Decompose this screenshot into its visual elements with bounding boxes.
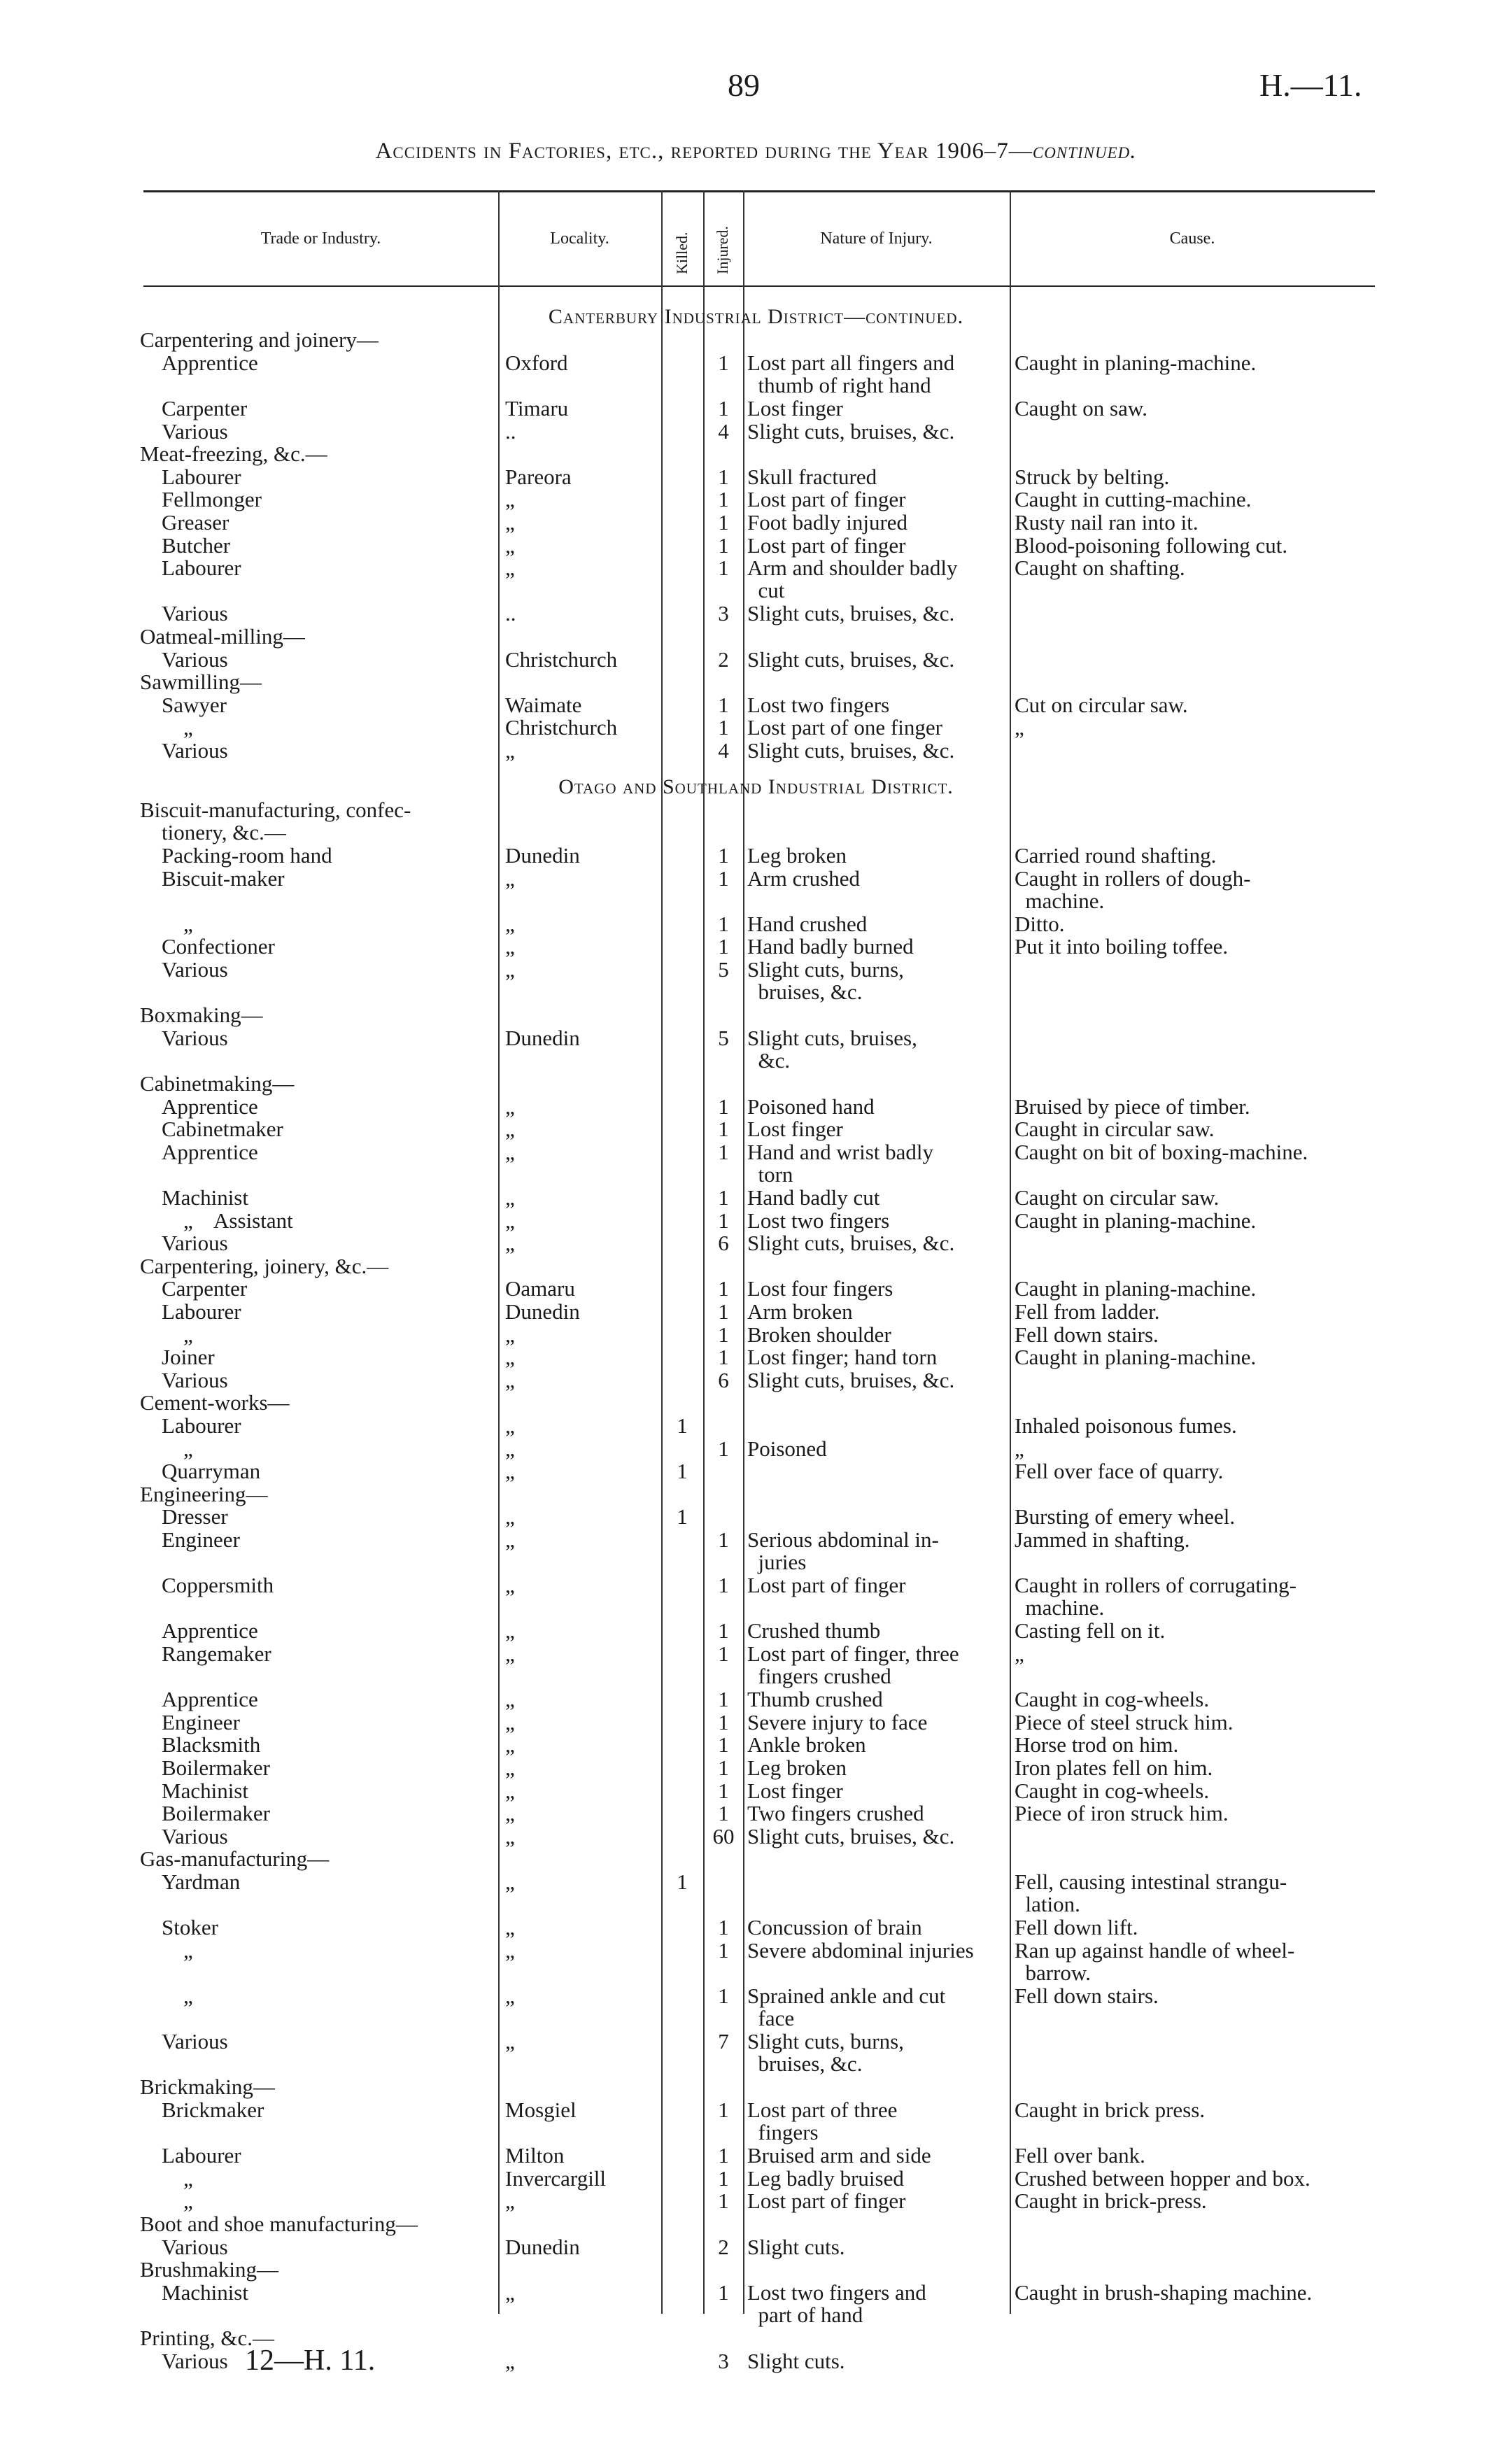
cell-cause: Caught in planing-machine. — [1015, 1345, 1257, 1370]
cell-trade: „ — [140, 1983, 193, 2008]
cell-locality: „ — [505, 2348, 515, 2373]
district-heading: Canterbury Industrial District—continued. — [548, 305, 964, 328]
cell-trade: Labourer — [140, 2143, 241, 2168]
cell-nature: Lost finger — [747, 1778, 843, 1803]
cell-injured: 1 — [718, 2279, 729, 2305]
cell-nature: Severe injury to face — [747, 1709, 928, 1734]
cell-locality: „ — [505, 1139, 515, 1164]
industry-heading: Brickmaking— — [140, 2074, 275, 2100]
cell-injured: 4 — [718, 738, 729, 763]
cell-injured: 1 — [718, 2097, 729, 2122]
cell-cause: Horse trod on him. — [1015, 1732, 1179, 1758]
cell-locality: „ — [505, 1322, 515, 1347]
cell-cause: Caught in planing-machine. — [1015, 1208, 1257, 1233]
cell-trade: Machinist — [140, 2279, 248, 2305]
title-continued: continued. — [1032, 139, 1137, 164]
cell-cause: Fell, causing intestinal strangu- lation. — [1015, 1869, 1287, 1916]
cell-trade: Quarryman — [140, 1459, 261, 1484]
cell-trade: Sawyer — [140, 692, 227, 717]
cell-trade: Various — [140, 601, 228, 626]
cell-trade: Cabinetmaker — [140, 1117, 283, 1142]
cell-injured: 1 — [718, 1573, 729, 1598]
cell-trade: Various — [140, 1231, 228, 1256]
cell-trade: Coppersmith — [140, 1573, 274, 1598]
cell-nature: Arm crushed — [747, 865, 860, 891]
cell-injured: 7 — [718, 2029, 729, 2054]
cell-trade: „ — [140, 911, 193, 936]
cell-cause: Struck by belting. — [1015, 464, 1170, 489]
cell-locality: „ — [505, 1778, 515, 1803]
cell-injured: 3 — [718, 601, 729, 626]
cell-nature: Concussion of brain — [747, 1915, 922, 1940]
cell-cause: Caught in brick-press. — [1015, 2189, 1207, 2214]
cell-locality: Pareora — [505, 464, 572, 489]
cell-injured: 1 — [718, 396, 729, 421]
cell-trade: Boilermaker — [140, 1755, 270, 1780]
cell-cause: Caught in planing-machine. — [1015, 350, 1257, 375]
cell-locality: „ — [505, 532, 515, 558]
cell-nature: Leg badly bruised — [747, 2165, 904, 2191]
cell-trade: Various — [140, 2234, 228, 2259]
cell-locality: Dunedin — [505, 2234, 580, 2259]
cell-cause: Fell from ladder. — [1015, 1299, 1160, 1324]
cell-injured: 1 — [718, 1983, 729, 2008]
cell-injured: 1 — [718, 532, 729, 558]
cell-injured: 1 — [718, 1094, 729, 1119]
cell-nature: Leg broken — [747, 842, 847, 868]
cell-cause: Piece of iron struck him. — [1015, 1801, 1229, 1826]
cell-injured: 5 — [718, 956, 729, 982]
cell-injured: 1 — [718, 1778, 729, 1803]
cell-injured: 1 — [718, 2165, 729, 2191]
cell-trade: Various — [140, 1367, 228, 1392]
cell-nature: Lost finger — [747, 1117, 843, 1142]
industry-heading: Biscuit-manufacturing, confec- tionery, &c.— — [140, 797, 411, 844]
cell-locality: „ — [505, 1755, 515, 1780]
cell-nature: Hand badly cut — [747, 1185, 880, 1210]
cell-nature: Lost part of finger — [747, 1573, 906, 1598]
cell-injured: 2 — [718, 646, 729, 672]
cell-trade: Labourer — [140, 1299, 241, 1324]
cell-cause: Fell down stairs. — [1015, 1322, 1159, 1347]
cell-locality: „ — [505, 865, 515, 891]
cell-trade: Apprentice — [140, 1687, 258, 1712]
cell-trade: Apprentice — [140, 350, 258, 375]
cell-locality: Dunedin — [505, 1299, 580, 1324]
industry-heading: Carpentering and joinery— — [140, 327, 379, 353]
cell-cause: Blood-poisoning following cut. — [1015, 532, 1288, 558]
industry-heading: Cabinetmaking— — [140, 1070, 295, 1096]
cell-nature: Broken shoulder — [747, 1322, 891, 1347]
cell-cause: Put it into boiling toffee. — [1015, 934, 1229, 959]
cell-nature: Leg broken — [747, 1755, 847, 1780]
cell-locality: „ — [505, 1185, 515, 1210]
cell-locality: „ — [505, 738, 515, 763]
cell-cause: Ditto. — [1015, 911, 1065, 936]
cell-injured: 1 — [718, 350, 729, 375]
cell-nature: Serious abdominal in- juries — [747, 1527, 939, 1574]
cell-trade: Apprentice — [140, 1618, 258, 1643]
cell-killed: 1 — [677, 1459, 688, 1484]
cell-nature: Hand crushed — [747, 911, 868, 936]
cell-locality: Christchurch — [505, 715, 618, 740]
cell-nature: Lost part all fingers and thumb of right hand — [747, 350, 955, 397]
cell-trade: Carpenter — [140, 396, 248, 421]
cell-locality: „ — [505, 1208, 515, 1233]
cell-nature: Lost finger; hand torn — [747, 1345, 938, 1370]
cell-trade: „ — [140, 1436, 193, 1461]
cell-trade: Various — [140, 646, 228, 672]
cell-locality: Oamaru — [505, 1276, 575, 1301]
cell-locality: „ — [505, 1345, 515, 1370]
cell-injured: 1 — [718, 1937, 729, 1963]
cell-locality: „ — [505, 1504, 515, 1529]
cell-trade: Biscuit-maker — [140, 865, 285, 891]
cell-trade: Various — [140, 1823, 228, 1848]
cell-nature: Slight cuts. — [747, 2234, 845, 2259]
cell-locality: „ — [505, 1983, 515, 2008]
cell-locality: „ — [505, 1709, 515, 1734]
cell-injured: 1 — [718, 1687, 729, 1712]
cell-trade: Brickmaker — [140, 2097, 264, 2122]
cell-injured: 1 — [718, 1618, 729, 1643]
cell-injured: 1 — [718, 1322, 729, 1347]
cell-cause: „ — [1015, 715, 1024, 740]
cell-cause: Caught on saw. — [1015, 396, 1147, 421]
cell-injured: 1 — [718, 487, 729, 512]
cell-trade: Butcher — [140, 532, 231, 558]
cell-cause: Caught on bit of boxing-machine. — [1015, 1139, 1308, 1164]
cell-locality: Milton — [505, 2143, 565, 2168]
cell-nature: Slight cuts, bruises, &c. — [747, 418, 955, 444]
cell-trade: Rangemaker — [140, 1641, 271, 1666]
cell-nature: Lost part of finger, three fingers crushed — [747, 1641, 959, 1688]
cell-locality: „ — [505, 1527, 515, 1552]
cell-cause: Caught on circular saw. — [1015, 1185, 1220, 1210]
cell-trade: Engineer — [140, 1527, 240, 1552]
cell-locality: Dunedin — [505, 1025, 580, 1050]
cell-trade: Apprentice — [140, 1094, 258, 1119]
cell-injured: 1 — [718, 1117, 729, 1142]
cell-injured: 1 — [718, 1755, 729, 1780]
cell-injured: 1 — [718, 556, 729, 581]
cell-nature: Lost part of finger — [747, 532, 906, 558]
cell-nature: Sprained ankle and cut face — [747, 1983, 946, 2030]
cell-trade: Apprentice — [140, 1139, 258, 1164]
cell-injured: 1 — [718, 1299, 729, 1324]
cell-injured: 1 — [718, 1732, 729, 1758]
cell-locality: „ — [505, 1436, 515, 1461]
cell-locality: „ — [505, 1732, 515, 1758]
page-footer: 12—H. 11. — [245, 2345, 376, 2377]
cell-nature: Slight cuts, burns, bruises, &c. — [747, 956, 904, 1004]
cell-cause: Inhaled poisonous fumes. — [1015, 1413, 1237, 1438]
cell-nature: Lost part of one finger — [747, 715, 942, 740]
cell-cause: Fell down lift. — [1015, 1915, 1138, 1940]
cell-locality: „ — [505, 1231, 515, 1256]
column-header-injured: Injured. — [714, 225, 731, 274]
cell-injured: 1 — [718, 2189, 729, 2214]
cell-nature: Lost part of finger — [747, 487, 906, 512]
cell-trade: Labourer — [140, 464, 241, 489]
industry-heading: Meat-freezing, &c.— — [140, 441, 327, 467]
cell-trade: Various — [140, 956, 228, 982]
cell-trade: Blacksmith — [140, 1732, 261, 1758]
cell-trade: Confectioner — [140, 934, 275, 959]
cell-cause: Ran up against handle of wheel- barrow. — [1015, 1937, 1295, 1985]
cell-cause: Cut on circular saw. — [1015, 692, 1188, 717]
cell-locality: „ — [505, 510, 515, 535]
cell-injured: 2 — [718, 2234, 729, 2259]
cell-injured: 1 — [718, 1641, 729, 1666]
title-main: Accidents in Factories, etc., reported during the Year 1906–7— — [375, 139, 1033, 164]
cell-nature: Slight cuts. — [747, 2348, 845, 2373]
cell-locality: „ — [505, 487, 515, 512]
cell-nature: Slight cuts, bruises, &c. — [747, 1025, 917, 1073]
cell-injured: 1 — [718, 934, 729, 959]
cell-locality: „ — [505, 1641, 515, 1666]
column-header-locality: Locality. — [550, 229, 609, 248]
cell-injured: 1 — [718, 464, 729, 489]
cell-cause: Fell over bank. — [1015, 2143, 1145, 2168]
cell-nature: Lost two fingers — [747, 692, 890, 717]
cell-locality: „ — [505, 1823, 515, 1848]
industry-heading: Sawmilling— — [140, 670, 262, 695]
industry-heading: Boxmaking— — [140, 1003, 263, 1028]
cell-nature: Lost part of finger — [747, 2189, 906, 2214]
cell-trade: Various — [140, 418, 228, 444]
cell-trade: Various — [140, 2029, 228, 2054]
cell-cause: Caught in cog-wheels. — [1015, 1778, 1210, 1803]
cell-nature: Arm and shoulder badly cut — [747, 556, 958, 603]
cell-injured: 6 — [718, 1231, 729, 1256]
cell-locality: „ — [505, 1413, 515, 1438]
cell-locality: „ — [505, 1459, 515, 1484]
cell-trade: Fellmonger — [140, 487, 262, 512]
industry-heading: Boot and shoe manufacturing— — [140, 2211, 418, 2236]
column-header-trade: Trade or Industry. — [260, 229, 381, 248]
cell-trade: „ — [140, 2189, 193, 2214]
cell-locality: „ — [505, 1937, 515, 1963]
cell-trade: Machinist — [140, 1778, 248, 1803]
column-header-cause: Cause. — [1169, 229, 1215, 248]
industry-heading: Printing, &c.— — [140, 2325, 275, 2350]
cell-cause: Fell over face of quarry. — [1015, 1459, 1224, 1484]
cell-trade: Various — [140, 2348, 228, 2373]
cell-locality: „ — [505, 911, 515, 936]
cell-injured: 1 — [718, 510, 729, 535]
cell-nature: Two fingers crushed — [747, 1801, 924, 1826]
cell-injured: 1 — [718, 1208, 729, 1233]
cell-nature: Severe abdominal injuries — [747, 1937, 974, 1963]
cell-locality: Waimate — [505, 692, 582, 717]
cell-killed: 1 — [677, 1413, 688, 1438]
cell-cause: Caught in cutting-machine. — [1015, 487, 1252, 512]
cell-cause: Caught in circular saw. — [1015, 1117, 1215, 1142]
cell-injured: 3 — [718, 2348, 729, 2373]
cell-cause: Caught in rollers of corrugating- machine. — [1015, 1573, 1296, 1620]
cell-nature: Arm broken — [747, 1299, 853, 1324]
cell-trade: Labourer — [140, 1413, 241, 1438]
cell-locality: „ — [505, 556, 515, 581]
cell-nature: Hand and wrist badly torn — [747, 1139, 934, 1187]
cell-trade: „ — [140, 2165, 193, 2191]
cell-cause: Bruised by piece of timber. — [1015, 1094, 1250, 1119]
cell-nature: Lost four fingers — [747, 1276, 893, 1301]
cell-injured: 1 — [718, 1709, 729, 1734]
cell-locality: Oxford — [505, 350, 568, 375]
cell-injured: 5 — [718, 1025, 729, 1050]
document-reference: H.—11. — [1259, 67, 1362, 103]
cell-cause: Caught in brick press. — [1015, 2097, 1206, 2122]
cell-nature: Thumb crushed — [747, 1687, 883, 1712]
cell-locality: Christchurch — [505, 646, 618, 672]
cell-injured: 1 — [718, 715, 729, 740]
cell-injured: 1 — [718, 1527, 729, 1552]
cell-injured: 1 — [718, 1436, 729, 1461]
cell-trade: „ — [140, 715, 193, 740]
cell-locality: „ — [505, 1687, 515, 1712]
cell-locality: „ — [505, 1573, 515, 1598]
cell-nature: Slight cuts, bruises, &c. — [747, 601, 955, 626]
cell-nature: Lost two fingers — [747, 1208, 890, 1233]
cell-nature: Crushed thumb — [747, 1618, 881, 1643]
cell-killed: 1 — [677, 1869, 688, 1894]
cell-cause: „ — [1015, 1641, 1024, 1666]
cell-injured: 4 — [718, 418, 729, 444]
cell-cause: Fell down stairs. — [1015, 1983, 1159, 2008]
cell-injured: 1 — [718, 1915, 729, 1940]
cell-cause: Crushed between hopper and box. — [1015, 2165, 1310, 2191]
cell-trade: Labourer — [140, 556, 241, 581]
cell-injured: 1 — [718, 1139, 729, 1164]
cell-locality: „ — [505, 1915, 515, 1940]
cell-trade: Yardman — [140, 1869, 241, 1894]
cell-nature: Foot badly injured — [747, 510, 908, 535]
cell-trade: Stoker — [140, 1915, 218, 1940]
cell-trade: Engineer — [140, 1709, 240, 1734]
column-header-nature: Nature of Injury. — [820, 229, 933, 248]
industry-heading: Cement-works— — [140, 1390, 290, 1415]
cell-trade: „ — [140, 1937, 193, 1963]
cell-locality: „ — [505, 1618, 515, 1643]
industry-heading: Oatmeal-milling— — [140, 624, 305, 649]
cell-injured: 6 — [718, 1367, 729, 1392]
cell-locality: „ — [505, 956, 515, 982]
cell-nature: Hand badly burned — [747, 934, 914, 959]
cell-injured: 1 — [718, 1345, 729, 1370]
cell-nature: Slight cuts, bruises, &c. — [747, 1823, 955, 1848]
cell-locality: „ — [505, 1117, 515, 1142]
cell-locality: „ — [505, 2189, 515, 2214]
cell-nature: Slight cuts, bruises, &c. — [747, 738, 955, 763]
cell-cause: Caught in cog-wheels. — [1015, 1687, 1210, 1712]
cell-nature: Lost part of three fingers — [747, 2097, 898, 2144]
cell-locality: Invercargill — [505, 2165, 607, 2191]
district-heading: Otago and Southland Industrial District. — [558, 775, 954, 798]
cell-trade: Greaser — [140, 510, 229, 535]
cell-cause: Caught on shafting. — [1015, 556, 1185, 581]
cell-locality: .. — [505, 601, 516, 626]
cell-trade: Joiner — [140, 1345, 215, 1370]
cell-locality: Timaru — [505, 396, 569, 421]
cell-cause: Bursting of emery wheel. — [1015, 1504, 1236, 1529]
cell-trade: Machinist — [140, 1185, 248, 1210]
cell-trade: Various — [140, 1025, 228, 1050]
column-header-killed: Killed. — [673, 232, 691, 274]
cell-locality: .. — [505, 418, 516, 444]
cell-trade: Various — [140, 738, 228, 763]
cell-nature: Bruised arm and side — [747, 2143, 931, 2168]
cell-nature: Skull fractured — [747, 464, 877, 489]
cell-cause: Carried round shafting. — [1015, 842, 1217, 868]
cell-locality: Dunedin — [505, 842, 580, 868]
cell-trade: „ — [140, 1322, 193, 1347]
cell-cause: Caught in planing-machine. — [1015, 1276, 1257, 1301]
industry-heading: Carpentering, joinery, &c.— — [140, 1253, 389, 1278]
cell-injured: 1 — [718, 1801, 729, 1826]
industry-heading: Brushmaking— — [140, 2257, 279, 2282]
cell-injured: 1 — [718, 842, 729, 868]
cell-nature: Ankle broken — [747, 1732, 866, 1758]
cell-cause: Piece of steel struck him. — [1015, 1709, 1234, 1734]
cell-nature: Lost two fingers and part of hand — [747, 2279, 926, 2327]
cell-cause: Iron plates fell on him. — [1015, 1755, 1213, 1780]
cell-nature: Slight cuts, burns, bruises, &c. — [747, 2029, 904, 2077]
cell-locality: „ — [505, 1869, 515, 1894]
industry-heading: Engineering— — [140, 1481, 268, 1506]
cell-injured: 1 — [718, 1185, 729, 1210]
industry-heading: Gas-manufacturing— — [140, 1846, 330, 1872]
cell-killed: 1 — [677, 1504, 688, 1529]
cell-nature: Slight cuts, bruises, &c. — [747, 1367, 955, 1392]
cell-cause: Rusty nail ran into it. — [1015, 510, 1199, 535]
cell-trade: Carpenter — [140, 1276, 248, 1301]
cell-nature: Lost finger — [747, 396, 843, 421]
cell-cause: Casting fell on it. — [1015, 1618, 1166, 1643]
cell-injured: 1 — [718, 865, 729, 891]
cell-locality: „ — [505, 1367, 515, 1392]
cell-nature: Slight cuts, bruises, &c. — [747, 646, 955, 672]
cell-cause: Jammed in shafting. — [1015, 1527, 1190, 1552]
cell-injured: 1 — [718, 692, 729, 717]
cell-locality: „ — [505, 1094, 515, 1119]
cell-nature: Poisoned — [747, 1436, 827, 1461]
cell-nature: Poisoned hand — [747, 1094, 875, 1119]
cell-cause: „ — [1015, 1436, 1024, 1461]
cell-locality: „ — [505, 2279, 515, 2305]
cell-locality: „ — [505, 934, 515, 959]
cell-locality: „ — [505, 1801, 515, 1826]
cell-trade: Packing-room hand — [140, 842, 332, 868]
cell-injured: 60 — [712, 1823, 735, 1848]
cell-cause: Caught in brush-shaping machine. — [1015, 2279, 1313, 2305]
cell-cause: Caught in rollers of dough- machine. — [1015, 865, 1251, 913]
cell-nature: Slight cuts, bruises, &c. — [747, 1231, 955, 1256]
cell-injured: 1 — [718, 2143, 729, 2168]
cell-locality: Mosgiel — [505, 2097, 577, 2122]
cell-injured: 1 — [718, 911, 729, 936]
cell-trade: Boilermaker — [140, 1801, 270, 1826]
cell-locality: „ — [505, 2029, 515, 2054]
page-number: 89 — [728, 67, 760, 103]
cell-injured: 1 — [718, 1276, 729, 1301]
cell-trade: Dresser — [140, 1504, 228, 1529]
cell-trade: „ Assistant — [140, 1208, 293, 1233]
